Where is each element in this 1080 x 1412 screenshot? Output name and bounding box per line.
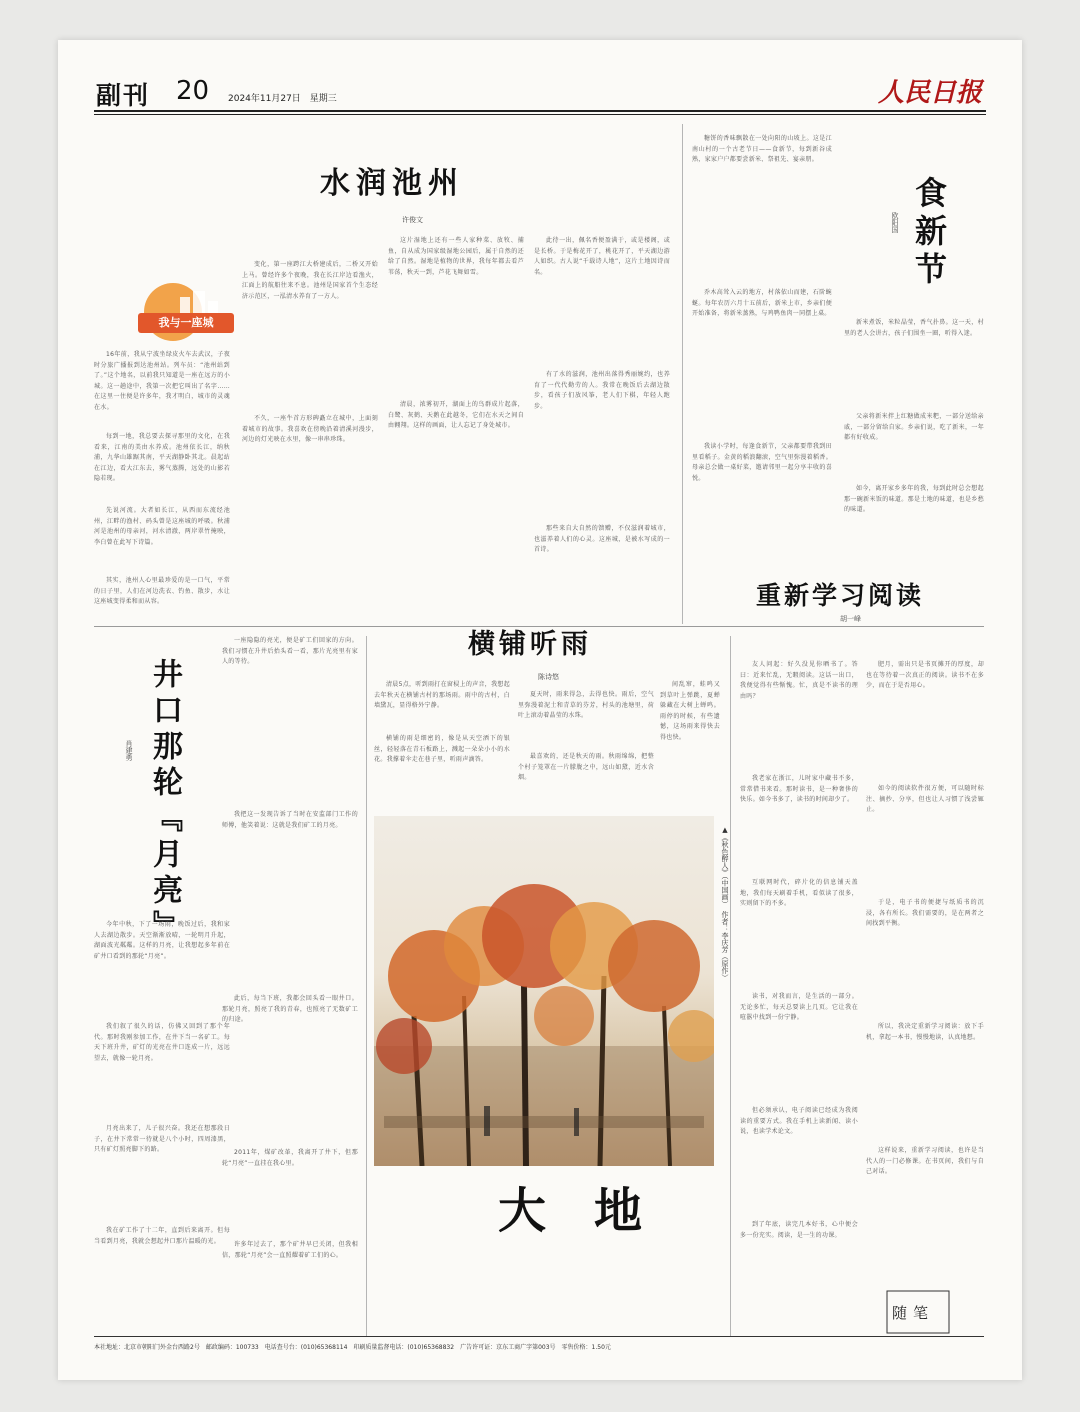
- article-text: 肥月，需出只是书页摊开的厚度，却也在等待着一次真正的阅读。读书不在多少，而在于是否用心。: [866, 661, 984, 689]
- article-text: 此后，每当下班，我都会回头看一眼井口。那轮月亮，照亮了我的青春，也照亮了无数矿工的归途。: [222, 995, 358, 1023]
- article-text: 那些来自大自然的馈赠，不仅滋润着城市，也滋养着人们的心灵。这座城，是被水写成的一首诗。: [534, 525, 670, 553]
- article-text: 一座隐隐的亮光，便是矿工们回家的方向。我们习惯在升井后抬头看一看，那片光亮里有家人的等待。: [222, 637, 358, 665]
- newspaper-page: [58, 40, 1022, 1380]
- article-text: 夏天时，雨来得急，去得也快。雨后，空气里弥漫着泥土和青草的芬芳，村头的池塘里，荷叶上滚动着晶莹的水珠。: [518, 691, 654, 719]
- illustration-painting: [374, 816, 714, 1166]
- article-text: 如今，离开家乡多年的我，每到此时总会想起那一碗新米饭的味道。那是土地的味道，也是乡愁的味道。: [844, 485, 984, 513]
- article-text: 父亲将新米拌上红糖做成米粑，一部分送给亲戚，一部分留给自家。乡亲们说，吃了新米，一年都有好收成。: [844, 413, 984, 441]
- column-divider: [730, 636, 731, 1336]
- article-text: 互联网时代，碎片化的信息铺天盖地，我们每天刷着手机，看似读了很多，实则留下的不多。: [740, 879, 858, 907]
- article-text: 我把这一发现告诉了当时在安监部门工作的师傅，他笑着说：这就是我们矿工的月亮。: [222, 811, 358, 829]
- article-text: 我在矿工作了十二年，直到后来离开。但每当看到月亮，我就会想起井口那片温暖的光。: [94, 1227, 230, 1245]
- page-number: 20: [176, 76, 210, 106]
- article-text: 每到一地，我总要去探寻那里的文化，在我看来，江南的美由水养成。池州依长江，纳秋浦，九华山雄踞其南，平天湖静卧其北。晨起站在江边，看大江东去，雾气蒸腾，远处的山影若隐若现。: [94, 433, 230, 482]
- article-text: 先说河流。大者如长江，从西而东流经池州，江畔的渔村、码头曾是这座城的呼吸。秋浦河是池州的母亲河，河水清澈，两岸翠竹掩映，李白曾在此写下诗篇。: [94, 507, 230, 546]
- article-text: 乔木高耸入云的地方，村落依山而建，石阶蜿蜒。每年农历六月十五前后，新米上市，乡亲们便开始准备，将新米蒸熟，与鸡鸭鱼肉一同摆上桌。: [692, 289, 832, 317]
- article-text: 糖饼的香味飘散在一处向阳的山坡上。这是江南山村的一个古老节日——食新节，每到新谷成熟，家家户户都要尝新米、祭祖先、宴亲朋。: [692, 135, 832, 163]
- article-text: 间乱窜，蛙鸣又到草叶上弹跳，夏蝉躲藏在大树上蝉鸣。雨停的时候，有些遗憾，这场雨来得快去得也快。: [660, 681, 720, 741]
- article-text: 所以，我决定重新学习阅读：放下手机，拿起一本书，慢慢地读，认真地想。: [866, 1023, 984, 1041]
- article-text: 友人问起：好久没见你晒书了。答曰：近来忙乱，无暇阅读。这话一出口，我便觉得有些惭愧。忙，真是不读书的理由吗？: [740, 661, 858, 700]
- article-text: 月亮出来了，儿子很兴奋。我还在想那段日子，在井下常常一待就是八个小时，四周漆黑，只有矿灯照亮脚下的路。: [94, 1125, 230, 1153]
- column-badge: [138, 283, 244, 343]
- byline-hengpu: 陈诗悠: [538, 673, 559, 681]
- column-divider: [682, 124, 683, 624]
- article-text: 许多年过去了，那个矿井早已关闭，但我相信，那轮“月亮”会一直照耀着矿工们的心。: [222, 1241, 358, 1259]
- issue-date: 2024年11月27日 星期三: [228, 94, 337, 104]
- suibi-label: 随笔: [892, 1304, 935, 1322]
- autumn-trees-artwork: [374, 816, 714, 1166]
- article-text: 到了年底，读完几本好书，心中便会多一份充实。阅读，是一生的功课。: [740, 1221, 858, 1239]
- byline-shuirun: 许俊文: [402, 216, 423, 224]
- article-text: 今年中秋，下了一场雨，晚饭过后，我和家人去湖边散步。天空渐渐放晴，一轮明月升起，湖面波光粼粼。这样的月亮，让我想起多年前在矿井口看到的那轮“月亮”。: [94, 921, 230, 960]
- article-text: 此待一出，佩名香便盈满于，或是楼阁，或是长桥。于是梅花开了，桃花开了，平天湖边游人如织。古人说“千载诗人地”，这片土地因诗而名。: [534, 237, 670, 276]
- header-rule: [94, 110, 986, 112]
- suibi-stamp: [886, 1290, 950, 1334]
- byline-shixin: 欧阳国: [891, 212, 899, 233]
- article-text: 清晨，浓雾初开，湖面上的鸟群成片起落，白鹭、灰鹤、天鹅在此越冬，它们在水天之间自由翱翔。这样的画面，让人忘记了身处城市。: [388, 401, 524, 429]
- byline-jingkou: 肖建勇: [125, 740, 133, 761]
- article-text: 如今的阅读软件很方便，可以随时标注、摘抄、分享，但也让人习惯了浅尝辄止。: [866, 785, 984, 813]
- article-text: 16年前，我从宁波坐绿皮火车去武汉，子夜时分旅广播报到达池州站。列车员：“池州站到了。”这个地名，以前我只知道是一座在远方的小城。这一趟途中，我第一次把它叫出了名字……在这里一住便是许多年，我才明白，城市的灵魂在水。: [94, 351, 230, 411]
- article-text: 于是，电子书的便捷与纸质书的沉浸，各有所长。我们需要的，是在两者之间找到平衡。: [866, 899, 984, 927]
- footer-info: 本社地址：北京市朝阳门外金台西路2号 邮政编码：100733 电话查号台：(010)65368114 印刷质量监督电话：(010)65368832 广告许可证：京东工商广字第003号 零售价格：1.50元: [94, 1344, 611, 1351]
- painting-caption: ▲《秋色醉人》（中国画） 作者：李庆芳（原作）: [721, 826, 729, 981]
- article-text: 读书，对我而言，是生活的一部分。无论多忙，每天总要读上几页。它让我在喧嚣中找到一份宁静。: [740, 993, 858, 1021]
- column-divider: [366, 636, 367, 1336]
- article-text: 这样说来，重新学习阅读，也许是当代人的一门必修课。在书页间，我们与自己对话。: [866, 1147, 984, 1175]
- article-text: 新米煮饭，米粒晶莹，香气扑鼻。这一天，村里的老人会讲古，孩子们围坐一圈，听得入迷。: [844, 319, 984, 337]
- article-text: 变化，第一座跨江大桥建成后，二桥又开始上马。曾经许多个夜晚，我在长江岸边看渔火，江面上的航船往来不息。池州是国家首个生态经济示范区，一泓清水养育了一方人。: [242, 261, 378, 300]
- article-title-yuedu: 重新学习阅读: [756, 581, 925, 610]
- article-text: 但必须承认，电子阅读已经成为我阅读的重要方式。我在手机上读新闻、读小说，也读学术论文。: [740, 1107, 858, 1135]
- article-text: 最喜欢的，还是秋天的雨。秋雨绵绵，把整个村子笼罩在一片朦胧之中，远山如黛，近水含烟。: [518, 753, 654, 781]
- masthead: 人民日报: [878, 78, 983, 108]
- article-text: 清晨5点，听到雨打在窗棂上的声音，我想起去年秋天在横铺古村的那场雨。雨中的古村，白墙黛瓦，显得格外宁静。: [374, 681, 510, 709]
- article-text: 不久，一座牛首方形碑矗立在城中，上面刻着城市的故事。我喜欢在傍晚沿着清溪河漫步，河边的灯光映在水里，像一串串珍珠。: [242, 415, 378, 443]
- header-rule-thin: [94, 114, 986, 115]
- badge-label: 我与一座城: [138, 313, 234, 333]
- section-name: 副刊: [96, 81, 151, 110]
- article-title-shixin: 食新节: [910, 176, 948, 290]
- section-title-dadi: 大地: [498, 1183, 691, 1239]
- article-text: 我们叙了很久的话，仿佛又回到了那个年代。那时我刚参加工作，在井下当一名矿工。每天下班升井，矿灯的光亮在井口连成一片，远远望去，就像一轮月亮。: [94, 1023, 230, 1062]
- article-text: 横铺的雨是细密的，像是从天空洒下的银丝，轻轻落在青石板路上，溅起一朵朵小小的水花。我撑着伞走在巷子里，听雨声滴答。: [374, 735, 510, 763]
- article-text: 我读小学时，每逢食新节，父亲都要带我到田里看稻子。金黄的稻浪翻滚，空气里弥漫着稻香。母亲总会做一桌好菜，邀请邻里一起分享丰收的喜悦。: [692, 443, 832, 482]
- footer-rule: [94, 1336, 984, 1337]
- article-title-shuirun: 水润池州: [320, 166, 464, 201]
- article-text: 2011年，煤矿改革，我离开了井下，但那轮“月亮”一直挂在我心里。: [222, 1149, 358, 1167]
- article-text: 我老家在浙江，儿时家中藏书不多，常常借书来看。那时读书，是一种奢侈的快乐。如今书多了，读书的时间却少了。: [740, 775, 858, 803]
- article-text: 有了水的滋润，池州出落得秀丽婉约，也养育了一代代勤劳的人。我常在晚饭后去湖边散步，看孩子们放风筝，老人们下棋，年轻人跑步。: [534, 371, 670, 410]
- byline-yuedu: 胡一峰: [840, 615, 861, 623]
- article-text: 其实，池州人心里最珍爱的是一口气，平常的日子里，人们在河边洗衣、钓鱼、散步，水让这座城变得柔和而从容。: [94, 577, 230, 605]
- article-text: 这片湿地上还有一些人家种菜、放牧、捕鱼，自从成为国家级湿地公园后，属于自然的还给了自然。湿地是植物的世界，我每年都去看芦苇荡，秋天一到，芦花飞舞如雪。: [388, 237, 524, 276]
- article-title-hengpu: 横铺听雨: [468, 629, 592, 660]
- article-title-jingkou: 井口那轮『月亮』: [147, 658, 182, 946]
